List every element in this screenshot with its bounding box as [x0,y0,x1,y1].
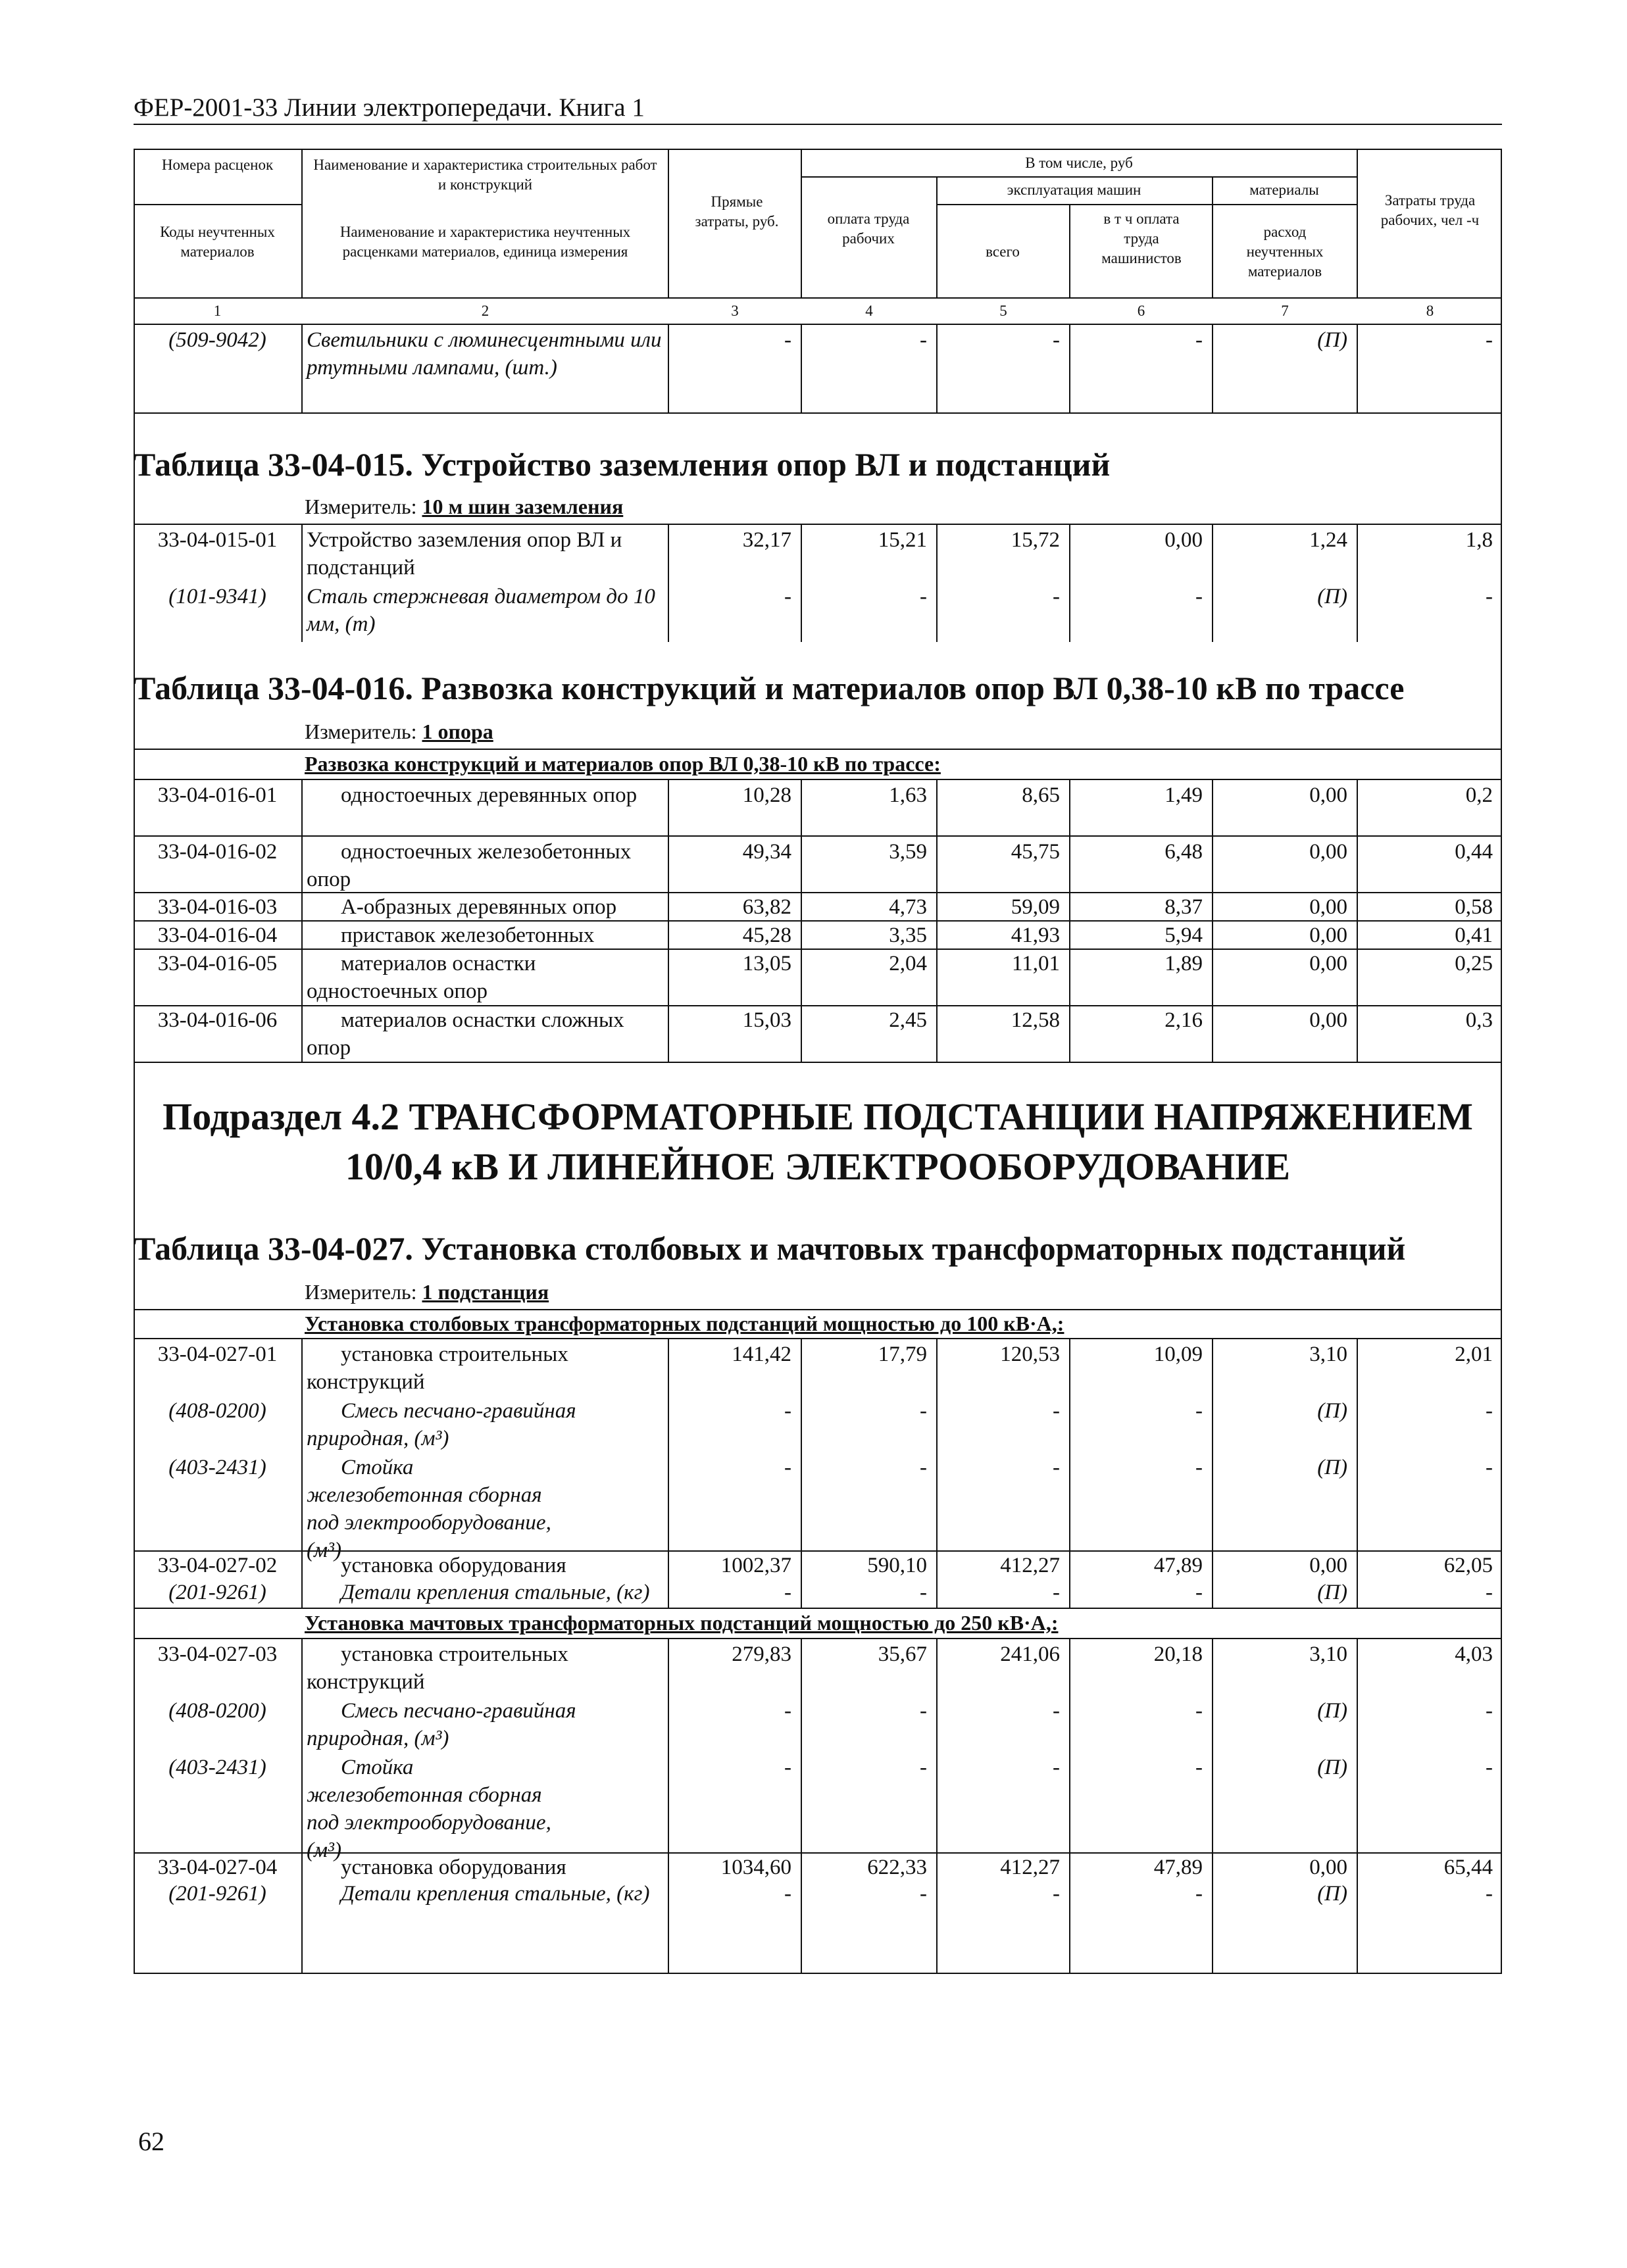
row-value: - [920,1456,927,1479]
row-value: - [1053,1699,1060,1723]
subsection-title-line1: Подраздел 4.2 ТРАНСФОРМАТОРНЫЕ ПОДСТАНЦИИ НАПРЯЖЕНИЕМ [163,1095,1473,1138]
row-value: 279,83 [732,1642,791,1666]
row-value: - [920,1581,927,1604]
meter [305,495,623,519]
row-name: одностоечных деревянных опор [341,783,638,807]
row-value: - [1486,1756,1493,1779]
row-value: 13,05 [742,952,791,975]
col-head-worker-pay: оплата труда рабочих [827,210,910,247]
row-name: Детали крепления стальные, (кг) [341,1882,650,1906]
row-value: - [1195,1456,1203,1479]
meter [305,720,493,744]
row-value: 1,89 [1164,952,1203,975]
row-value: (П) [1317,328,1347,352]
col-head-direct-costs: Прямые затраты, руб. [695,193,779,230]
row-value: 47,89 [1153,1856,1203,1879]
row-value: - [1195,1699,1203,1723]
row-value: (П) [1317,1699,1347,1723]
row-value: 3,59 [889,840,927,864]
row-name: Смесь песчано-гравийная природная, (м³) [307,1699,576,1750]
col-head-name: Наименование и характеристика строительных работ и конструкций [313,157,657,193]
row-value: 0,00 [1309,783,1347,807]
row-code: (403-2431) [168,1456,266,1479]
row-value: 0,41 [1455,924,1493,947]
meter-label: Измеритель: [305,1280,417,1304]
row-code: 33-04-016-02 [157,840,278,864]
col-number: 4 [865,303,873,319]
row-value: 62,05 [1443,1554,1493,1577]
group-heading: Установка мачтовых трансформаторных подстанций мощностью до 250 кВ·А,: [305,1611,1059,1635]
group-heading: Развозка конструкций и материалов опор ВЛ 0,38-10 кВ по трассе: [305,752,941,776]
row-name: материалов оснастки одностоечных опор [307,952,536,1003]
row-value: - [1053,328,1060,352]
row-value: 0,00 [1309,924,1347,947]
col-head-machines: эксплуатация машин [1007,182,1141,198]
row-value: - [784,1456,791,1479]
row-value: (П) [1317,1581,1347,1604]
row-value: - [1053,1882,1060,1906]
row-value: 20,18 [1153,1642,1203,1666]
row-code: (201-9261) [168,1581,266,1604]
meter-value: 1 опора [422,720,493,743]
row-value: 241,06 [1000,1642,1060,1666]
row-value: 2,16 [1164,1008,1203,1032]
row-value: 4,73 [889,895,927,919]
row-code: (509-9042) [168,328,266,352]
row-value: - [920,1882,927,1906]
row-code: (101-9341) [168,585,266,608]
row-name: Смесь песчано-гравийная природная, (м³) [307,1399,576,1450]
table-title: Таблица 33-04-027. Установка столбовых и мачтовых трансформаторных подстанций [134,1230,1406,1267]
row-value: 1002,37 [720,1554,791,1577]
row-value: - [784,1581,791,1604]
row-value: - [784,328,791,352]
row-code: (201-9261) [168,1882,266,1906]
row-value: - [1053,1456,1060,1479]
row-value: - [1486,1699,1493,1723]
row-value: 0,00 [1309,952,1347,975]
row-value: 3,10 [1309,1642,1347,1666]
row-value: - [784,1882,791,1906]
row-code: (403-2431) [168,1756,266,1779]
col-head-material-names: Наименование и характеристика неучтенных расценками материалов, единица измерения [339,224,631,260]
row-value: 15,03 [742,1008,791,1032]
row-code: 33-04-027-01 [157,1343,278,1366]
row-value: 1034,60 [720,1856,791,1879]
col-number: 8 [1426,303,1434,319]
subsection-title-line2: 10/0,4 кВ И ЛИНЕЙНОЕ ЭЛЕКТРООБОРУДОВАНИЕ [345,1145,1291,1188]
row-name: одностоечных железобетонных опор [307,840,632,891]
row-value: 12,58 [1011,1008,1060,1032]
meter-label: Измеритель: [305,495,417,518]
row-value: 41,93 [1011,924,1060,947]
row-value: - [1486,328,1493,352]
row-value: - [1486,585,1493,608]
page-header: ФЕР-2001-33 Линии электропередачи. Книга 1 [134,93,1502,125]
row-value: - [1195,1581,1203,1604]
row-name: Стойка железобетонная сборная под электрооборудование, (м³) [307,1756,551,1862]
row-value: - [1486,1399,1493,1423]
row-value: 0,25 [1455,952,1493,975]
meter-label: Измеритель: [305,720,417,743]
row-value: 120,53 [1000,1343,1060,1366]
row-name: установка строительных конструкций [307,1343,568,1394]
row-value: (П) [1317,1882,1347,1906]
row-value: - [1195,585,1203,608]
row-name: приставок железобетонных [341,924,595,947]
row-value: - [1486,1456,1493,1479]
row-value: - [920,585,927,608]
row-name: А-образных деревянных опор [341,895,617,919]
meter-value: 10 м шин заземления [422,495,624,518]
col-number: 1 [213,303,222,319]
row-name: Стойка железобетонная сборная под электрооборудование, (м³) [307,1456,551,1562]
row-value: 49,34 [742,840,791,864]
row-value: 2,01 [1455,1343,1493,1366]
row-value: (П) [1317,585,1347,608]
row-value: 0,3 [1465,1008,1493,1032]
row-name: установка оборудования [341,1856,566,1879]
row-value: 15,21 [878,528,927,552]
row-value: - [920,1756,927,1779]
row-name: Светильники с люминесцентными или ртутными лампами, (шт.) [307,328,662,380]
row-value: 0,2 [1465,783,1493,807]
row-value: (П) [1317,1399,1347,1423]
row-value: (П) [1317,1756,1347,1779]
row-name: Детали крепления стальные, (кг) [341,1581,650,1604]
row-value: 32,17 [742,528,791,552]
row-value: 45,75 [1011,840,1060,864]
col-head-operator-pay: в т ч оплата труда машинистов [1101,210,1182,266]
row-value: 3,35 [889,924,927,947]
row-name: материалов оснастки сложных опор [307,1008,624,1060]
row-value: (П) [1317,1456,1347,1479]
col-number: 3 [731,303,739,319]
row-value: 4,03 [1455,1642,1493,1666]
row-value: 2,45 [889,1008,927,1032]
row-value: 0,44 [1455,840,1493,864]
row-value: 59,09 [1011,895,1060,919]
row-value: 0,00 [1164,528,1203,552]
row-value: - [1195,1399,1203,1423]
page-number: 62 [138,2127,164,2156]
row-value: 8,37 [1164,895,1203,919]
meter-value: 1 подстанция [422,1280,549,1304]
row-name: Устройство заземления опор ВЛ и подстанций [307,528,622,579]
row-value: 1,49 [1164,783,1203,807]
row-value: - [1053,1756,1060,1779]
row-value: 412,27 [1000,1856,1060,1879]
row-value: 5,94 [1164,924,1203,947]
row-value: - [1195,328,1203,352]
row-value: 6,48 [1164,840,1203,864]
row-value: 1,24 [1309,528,1347,552]
row-value: 35,67 [878,1642,927,1666]
row-value: - [1053,1581,1060,1604]
row-code: (408-0200) [168,1699,266,1723]
col-number: 6 [1137,303,1145,319]
row-value: 412,27 [1000,1554,1060,1577]
col-number: 2 [481,303,489,319]
row-code: 33-04-027-04 [157,1856,278,1879]
row-name: установка оборудования [341,1554,566,1577]
row-value: - [1195,1756,1203,1779]
row-code: 33-04-027-03 [157,1642,278,1666]
row-code: 33-04-016-01 [157,783,278,807]
row-value: 0,00 [1309,1554,1347,1577]
row-code: (408-0200) [168,1399,266,1423]
row-value: 3,10 [1309,1343,1347,1366]
row-value: - [1486,1882,1493,1906]
col-head-codes: Номера расценок [161,157,274,173]
row-value: 0,00 [1309,1856,1347,1879]
row-value: - [1486,1581,1493,1604]
row-name: Сталь стержневая диаметром до 10 мм, (т) [307,585,655,636]
row-value: 63,82 [742,895,791,919]
row-value: 0,00 [1309,1008,1347,1032]
row-value: 0,00 [1309,840,1347,864]
row-value: 10,28 [742,783,791,807]
row-value: - [920,1699,927,1723]
col-head-total: всего [986,243,1020,260]
row-value: - [920,328,927,352]
row-value: - [784,585,791,608]
row-value: 590,10 [867,1554,927,1577]
row-value: 17,79 [878,1343,927,1366]
row-name: установка строительных конструкций [307,1642,568,1694]
row-value: 1,8 [1465,528,1493,552]
row-code: 33-04-016-06 [157,1008,278,1032]
row-value: - [784,1399,791,1423]
col-head-material-codes: Коды неучтенных материалов [160,224,275,260]
col-head-material-use: расход неучтенных материалов [1246,224,1324,280]
row-code: 33-04-027-02 [157,1554,278,1577]
row-value: 141,42 [732,1343,791,1366]
table-title: Таблица 33-04-016. Развозка конструкций и материалов опор ВЛ 0,38-10 кВ по трассе [134,670,1405,706]
row-value: - [1053,1399,1060,1423]
col-head-group: В том числе, руб [1025,155,1133,171]
row-value: - [784,1699,791,1723]
row-value: 10,09 [1153,1343,1203,1366]
row-value: 0,58 [1455,895,1493,919]
row-value: 2,04 [889,952,927,975]
row-value: 65,44 [1443,1856,1493,1879]
row-value: 45,28 [742,924,791,947]
table-title: Таблица 33-04-015. Устройство заземления опор ВЛ и подстанций [134,446,1111,483]
row-value: - [920,1399,927,1423]
row-value: 8,65 [1022,783,1060,807]
row-value: - [1053,585,1060,608]
row-value: 11,01 [1011,952,1060,975]
row-value: 47,89 [1153,1554,1203,1577]
col-head-materials: материалы [1249,182,1319,198]
col-head-labor: Затраты труда рабочих, чел -ч [1380,192,1480,228]
row-value: 15,72 [1011,528,1060,552]
row-value: 1,63 [889,783,927,807]
row-value: 622,33 [867,1856,927,1879]
col-number: 5 [999,303,1007,319]
row-value: 0,00 [1309,895,1347,919]
row-code: 33-04-016-04 [157,924,278,947]
group-heading: Установка столбовых трансформаторных подстанций мощностью до 100 кВ·А,: [305,1312,1064,1335]
col-number: 7 [1281,303,1289,319]
row-code: 33-04-016-05 [157,952,278,975]
row-value: - [784,1756,791,1779]
row-code: 33-04-016-03 [157,895,278,919]
meter [305,1280,549,1304]
row-code: 33-04-015-01 [157,528,278,552]
row-value: - [1195,1882,1203,1906]
